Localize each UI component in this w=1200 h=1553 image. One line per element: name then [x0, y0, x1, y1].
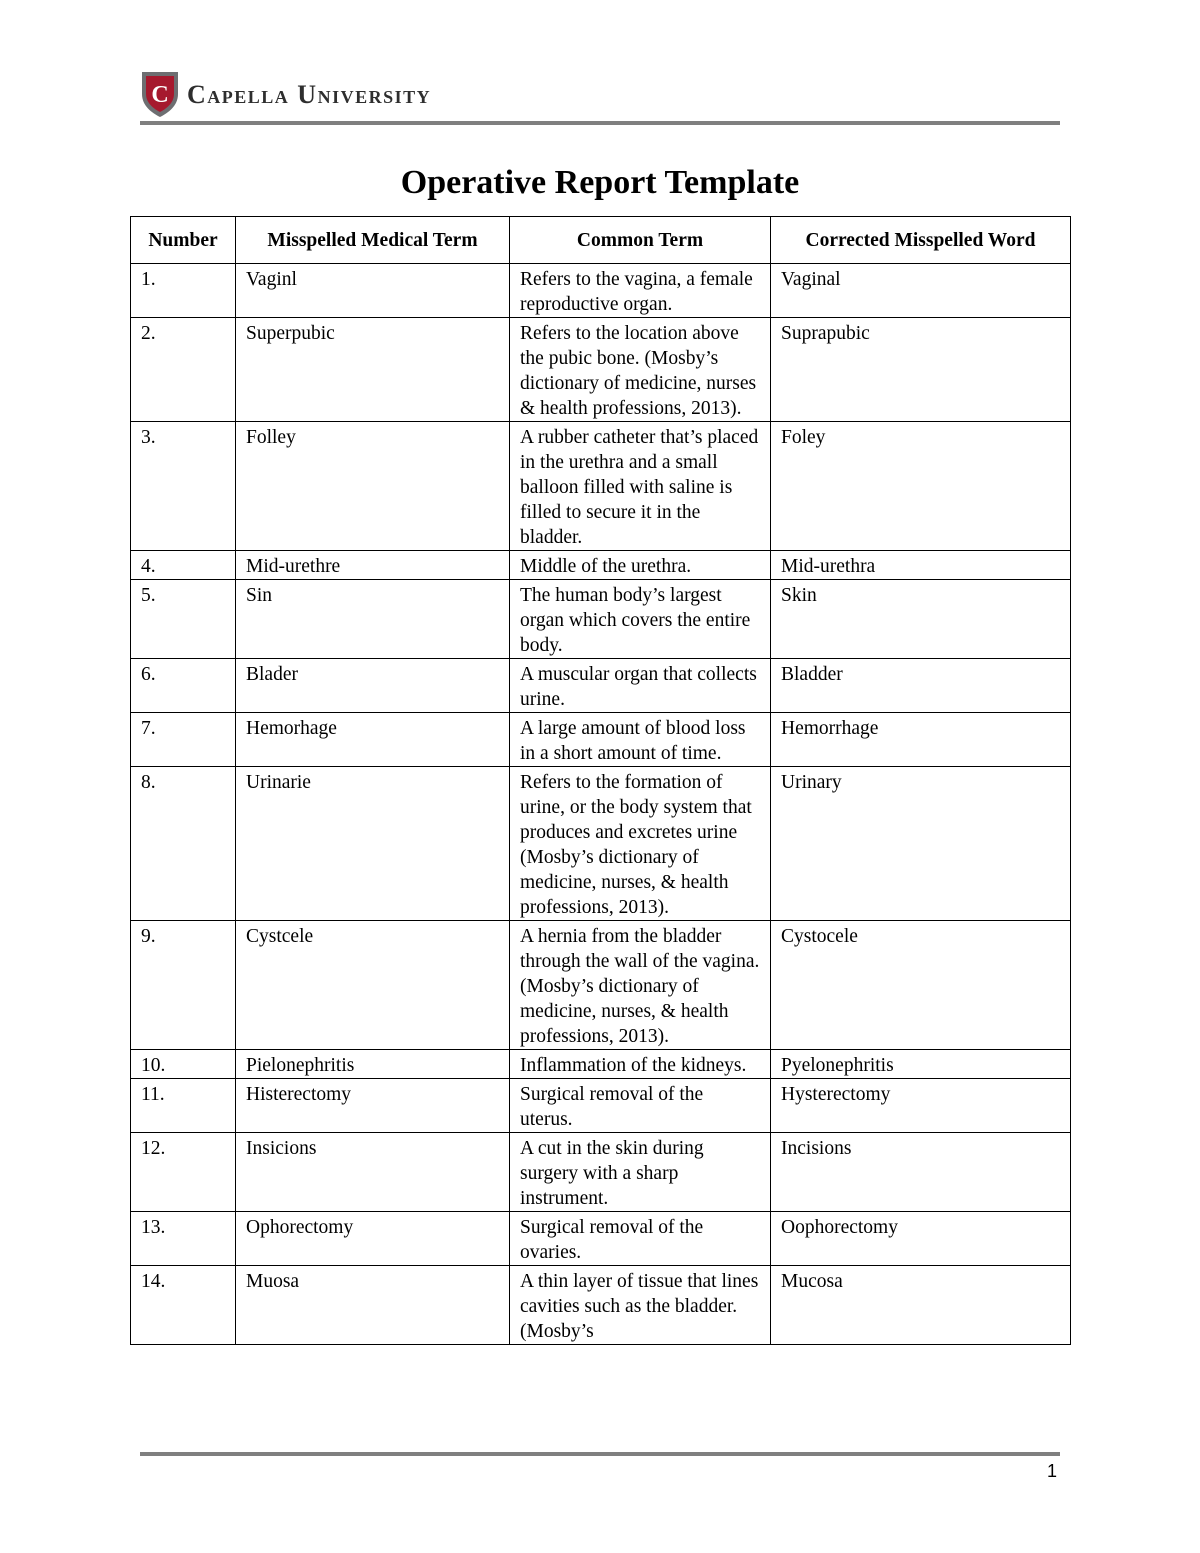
- cell-common-term: Inflammation of the kidneys.: [510, 1050, 771, 1079]
- operative-report-table: [130, 216, 1071, 1345]
- table-row: [131, 767, 1071, 921]
- table-row: [131, 1212, 1071, 1266]
- university-name: Capella University: [187, 80, 432, 109]
- page-number: 1: [1046, 1461, 1057, 1481]
- cell-misspelled-term: Urinarie: [236, 767, 510, 921]
- header-misspelled-term: Misspelled Medical Term: [236, 217, 510, 264]
- footer-divider: [140, 1452, 1060, 1456]
- document-title: Operative Report Template: [400, 164, 800, 201]
- header-common-term: Common Term: [510, 217, 771, 264]
- table-row: [131, 1050, 1071, 1079]
- table-row: [131, 318, 1071, 422]
- table-row: [131, 1266, 1071, 1345]
- table-header-row: [131, 217, 1071, 264]
- capella-shield-logo: [140, 70, 180, 118]
- cell-corrected-word: Mucosa: [771, 1266, 1071, 1345]
- header-number: Number: [131, 217, 236, 264]
- cell-misspelled-term: Superpubic: [236, 318, 510, 422]
- cell-misspelled-term: Ophorectomy: [236, 1212, 510, 1266]
- table-row: [131, 659, 1071, 713]
- cell-misspelled-term: Hemorhage: [236, 713, 510, 767]
- cell-common-term: A large amount of blood loss in a short amount of time.: [510, 713, 771, 767]
- cell-corrected-word: Incisions: [771, 1133, 1071, 1212]
- cell-misspelled-term: Sin: [236, 580, 510, 659]
- table-row: [131, 264, 1071, 318]
- cell-misspelled-term: Histerectomy: [236, 1079, 510, 1133]
- cell-number: 4.: [131, 551, 236, 580]
- table-row: [131, 1133, 1071, 1212]
- cell-common-term: Surgical removal of the uterus.: [510, 1079, 771, 1133]
- cell-corrected-word: Oophorectomy: [771, 1212, 1071, 1266]
- cell-corrected-word: Skin: [771, 580, 1071, 659]
- table-row: [131, 551, 1071, 580]
- cell-misspelled-term: Blader: [236, 659, 510, 713]
- page-header: [140, 68, 1060, 126]
- table-row: [131, 1079, 1071, 1133]
- cell-common-term: Surgical removal of the ovaries.: [510, 1212, 771, 1266]
- cell-corrected-word: Hysterectomy: [771, 1079, 1071, 1133]
- cell-common-term: A hernia from the bladder through the wall of the vagina. (Mosby’s dictionary of medicine, nurses, & health professions, 2013).: [510, 921, 771, 1050]
- cell-common-term: A cut in the skin during surgery with a sharp instrument.: [510, 1133, 771, 1212]
- header-corrected-word: Corrected Misspelled Word: [771, 217, 1071, 264]
- cell-number: 8.: [131, 767, 236, 921]
- cell-corrected-word: Urinary: [771, 767, 1071, 921]
- cell-corrected-word: Vaginal: [771, 264, 1071, 318]
- cell-common-term: Middle of the urethra.: [510, 551, 771, 580]
- cell-corrected-word: Pyelonephritis: [771, 1050, 1071, 1079]
- cell-corrected-word: Cystocele: [771, 921, 1071, 1050]
- cell-common-term: Refers to the formation of urine, or the body system that produces and excretes urine (Mosby’s dictionary of medicine, nurses, & health professions, 2013).: [510, 767, 771, 921]
- cell-number: 5.: [131, 580, 236, 659]
- cell-number: 9.: [131, 921, 236, 1050]
- cell-number: 3.: [131, 422, 236, 551]
- cell-corrected-word: Bladder: [771, 659, 1071, 713]
- cell-corrected-word: Hemorrhage: [771, 713, 1071, 767]
- cell-misspelled-term: Folley: [236, 422, 510, 551]
- cell-number: 10.: [131, 1050, 236, 1079]
- cell-number: 13.: [131, 1212, 236, 1266]
- cell-misspelled-term: Muosa: [236, 1266, 510, 1345]
- cell-number: 14.: [131, 1266, 236, 1345]
- cell-common-term: A rubber catheter that’s placed in the urethra and a small balloon filled with saline is filled to secure it in the bladder.: [510, 422, 771, 551]
- cell-number: 1.: [131, 264, 236, 318]
- cell-misspelled-term: Insicions: [236, 1133, 510, 1212]
- cell-misspelled-term: Mid-urethre: [236, 551, 510, 580]
- cell-corrected-word: Foley: [771, 422, 1071, 551]
- header-divider: [140, 121, 1060, 125]
- cell-misspelled-term: Pielonephritis: [236, 1050, 510, 1079]
- table-row: [131, 422, 1071, 551]
- logo-letter: C: [151, 82, 169, 108]
- cell-number: 11.: [131, 1079, 236, 1133]
- cell-number: 7.: [131, 713, 236, 767]
- cell-number: 6.: [131, 659, 236, 713]
- cell-common-term: A muscular organ that collects urine.: [510, 659, 771, 713]
- cell-number: 2.: [131, 318, 236, 422]
- cell-common-term: A thin layer of tissue that lines cavities such as the bladder. (Mosby’s: [510, 1266, 771, 1345]
- cell-corrected-word: Mid-urethra: [771, 551, 1071, 580]
- table-row: [131, 580, 1071, 659]
- cell-common-term: The human body’s largest organ which covers the entire body.: [510, 580, 771, 659]
- table-row: [131, 921, 1071, 1050]
- cell-common-term: Refers to the location above the pubic bone. (Mosby’s dictionary of medicine, nurses & health professions, 2013).: [510, 318, 771, 422]
- cell-misspelled-term: Vaginl: [236, 264, 510, 318]
- cell-corrected-word: Suprapubic: [771, 318, 1071, 422]
- cell-misspelled-term: Cystcele: [236, 921, 510, 1050]
- cell-common-term: Refers to the vagina, a female reproductive organ.: [510, 264, 771, 318]
- table-row: [131, 713, 1071, 767]
- cell-number: 12.: [131, 1133, 236, 1212]
